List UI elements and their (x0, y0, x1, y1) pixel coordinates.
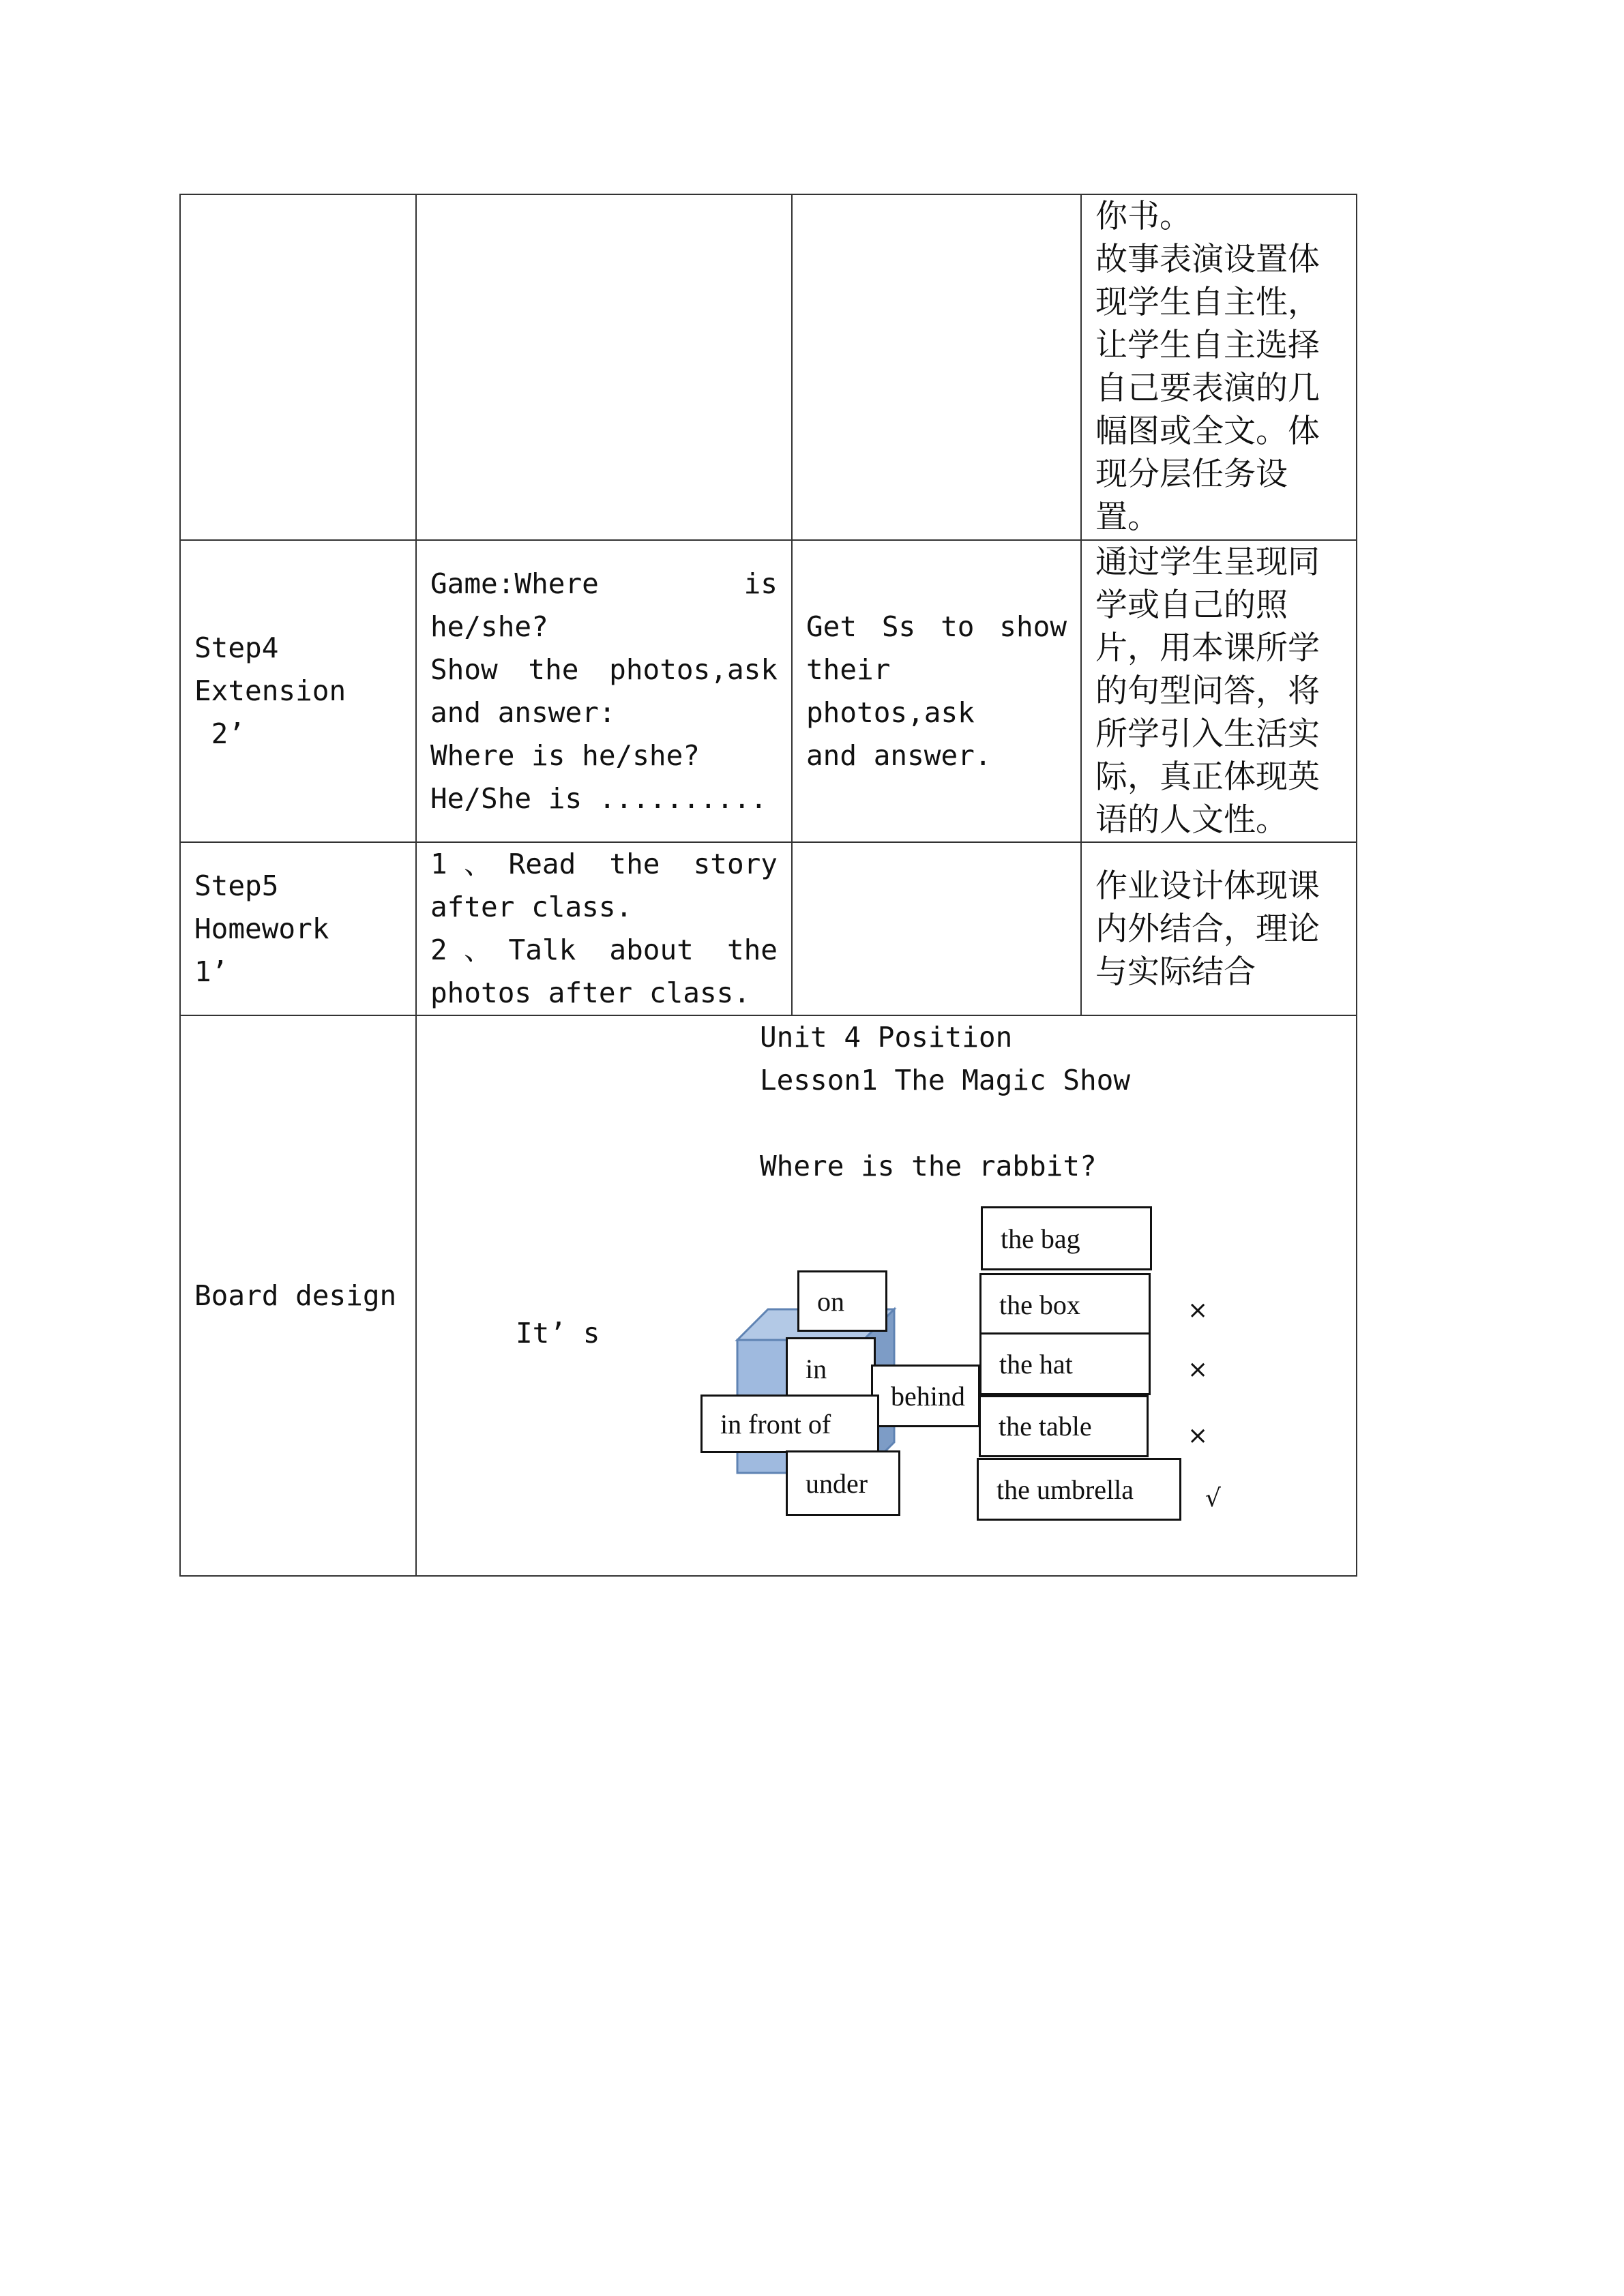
step-time: 2’ (194, 717, 246, 750)
row1-step-cell (180, 194, 416, 540)
preposition-card-behind (871, 1365, 980, 1427)
step5-activity-cell (416, 842, 792, 1015)
student-line: Get Ss to show (806, 610, 1067, 643)
preposition-card-in-front-of (700, 1395, 879, 1453)
purpose-line: 现学生自主性， (1095, 284, 1320, 321)
purpose-line: 的句型问答，将 (1095, 672, 1320, 710)
purpose-line: 际，真正体现英 (1095, 758, 1320, 796)
purpose-line: 现分层任务设 (1095, 456, 1288, 493)
activity-line: 1、Read the story (430, 848, 778, 880)
lesson-plan-table (179, 194, 1357, 1577)
table-row (180, 842, 1357, 1015)
activity-line: and answer: (430, 696, 616, 729)
purpose-line: 与实际结合 (1095, 953, 1256, 991)
student-line: their photos,ask (806, 653, 975, 729)
purpose-line: 内外结合，理论 (1095, 910, 1320, 948)
purpose-line: 幅图或全文。体 (1095, 413, 1320, 450)
cross-mark: × (1187, 1422, 1209, 1450)
object-card-box (979, 1273, 1151, 1337)
step4-student-cell (792, 540, 1081, 842)
activity-line: 2、Talk about the (430, 934, 778, 966)
object-label: the hat (999, 1348, 1073, 1380)
object-card-hat (979, 1332, 1151, 1395)
purpose-line: 故事表演设置体 (1095, 241, 1320, 278)
board-unit-title: Unit 4 Position (760, 1021, 1013, 1054)
object-card-umbrella (977, 1458, 1181, 1521)
object-label: the table (999, 1411, 1092, 1442)
preposition-label: on (817, 1285, 844, 1317)
step-name: Extension (194, 674, 346, 707)
board-design-label: Board design (194, 1279, 397, 1312)
object-label: the box (999, 1289, 1080, 1320)
step-title: Step5 (194, 869, 279, 902)
preposition-label: under (806, 1467, 868, 1499)
board-question: Where is the rabbit? (760, 1150, 1097, 1182)
preposition-label: in (806, 1353, 827, 1384)
board-design-cell (416, 1015, 1357, 1576)
preposition-card-under (786, 1450, 900, 1516)
table-row (180, 194, 1357, 540)
step4-purpose-cell (1081, 540, 1357, 842)
student-line: and answer. (806, 739, 992, 772)
table-row (180, 540, 1357, 842)
object-card-table (979, 1395, 1149, 1457)
activity-line: Show the photos,ask (430, 653, 778, 686)
cross-mark: × (1187, 1356, 1209, 1384)
purpose-line: 学或自己的照 (1095, 586, 1288, 624)
activity-line: Where is he/she? (430, 739, 700, 772)
purpose-line: 让学生自主选择 (1095, 327, 1320, 364)
object-label: the umbrella (996, 1474, 1134, 1505)
object-label: the bag (1001, 1223, 1080, 1254)
step4-activity-cell (416, 540, 792, 842)
step5-purpose-cell (1081, 842, 1357, 1015)
activity-line: after class. (430, 891, 633, 923)
row1-student-cell (792, 194, 1081, 540)
purpose-line: 片，用本课所学 (1095, 629, 1320, 667)
cross-mark: × (1187, 1296, 1209, 1324)
row1-purpose-cell (1081, 194, 1357, 540)
purpose-line: 自己要表演的几 (1095, 370, 1320, 407)
row1-activity-cell (416, 194, 792, 540)
activity-line: Game:Where is he/she? (430, 567, 778, 643)
step-title: Step4 (194, 631, 279, 664)
preposition-card-in (786, 1337, 876, 1400)
activity-line: photos after class. (430, 976, 750, 1009)
check-mark: √ (1205, 1485, 1221, 1512)
step5-student-cell (792, 842, 1081, 1015)
purpose-line: 你书。 (1095, 198, 1192, 235)
object-card-bag (981, 1206, 1152, 1270)
purpose-line: 所学引入生活实 (1095, 715, 1320, 753)
step-time: 1’ (194, 955, 228, 988)
preposition-label: in front of (720, 1408, 831, 1440)
table-row (180, 1015, 1357, 1576)
purpose-line: 语的人文性。 (1095, 801, 1288, 839)
purpose-line: 通过学生呈现同 (1095, 543, 1320, 581)
preposition-label: behind (891, 1380, 965, 1412)
preposition-card-on (797, 1270, 887, 1332)
step4-cell (180, 540, 416, 842)
purpose-line: 作业设计体现课 (1095, 867, 1320, 905)
step-name: Homework (194, 912, 329, 945)
activity-line: He/She is .......... (430, 781, 767, 815)
board-lesson-title: Lesson1 The Magic Show (760, 1064, 1131, 1097)
step5-cell (180, 842, 416, 1015)
purpose-line: 置。 (1095, 498, 1160, 536)
board-design-label-cell (180, 1015, 416, 1576)
board-its: It’ s (516, 1317, 600, 1350)
